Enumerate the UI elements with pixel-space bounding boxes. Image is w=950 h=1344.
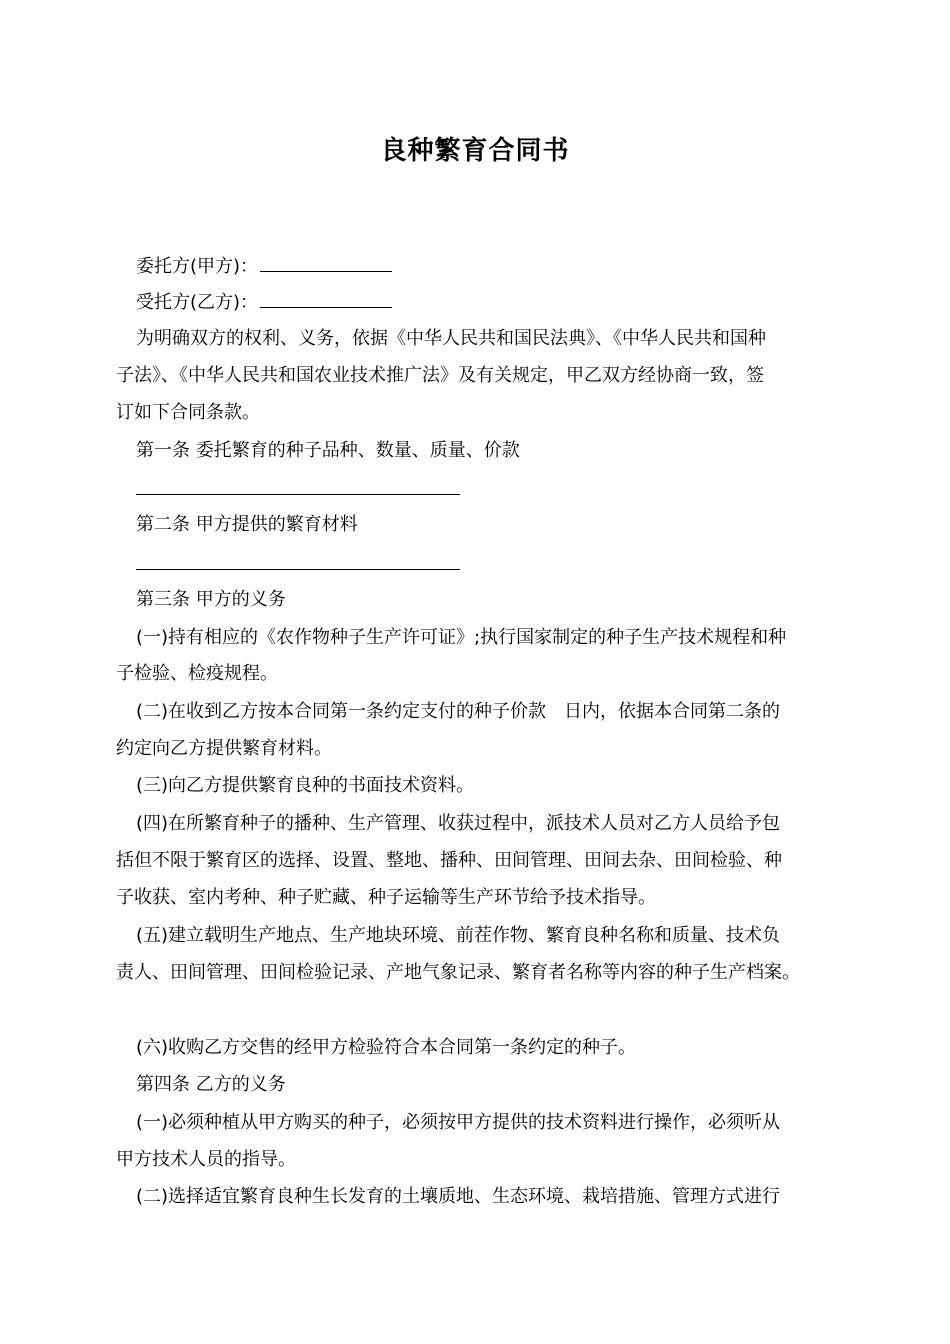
- clause-line: 括但不限于繁育区的选择、设置、整地、播种、田间管理、田间去杂、田间检验、种: [116, 850, 782, 871]
- party-b-label: 受托方(乙方)：: [136, 292, 259, 313]
- clause-line: (一)必须种植从甲方购买的种子，必须按甲方提供的技术资料进行操作，必须听从: [136, 1112, 781, 1133]
- clause-text: (二)在收到乙方按本合同第一条约定支付的种子价款: [136, 701, 547, 722]
- party-a-label: 委托方(甲方)：: [136, 256, 259, 277]
- clause-line: 责人、田间管理、田间检验记录、产地气象记录、繁育者名称等内容的种子生产档案。: [116, 962, 800, 983]
- clause-line: 子收获、室内考种、种子贮藏、种子运输等生产环节给予技术指导。: [116, 887, 656, 908]
- intro-line: 订如下合同条款。: [116, 402, 260, 423]
- article-1-heading: 第一条 委托繁育的种子品种、数量、质量、价款: [136, 440, 520, 461]
- article-3-heading: 第三条 甲方的义务: [136, 589, 286, 610]
- article-1-blank: [136, 494, 460, 495]
- intro-line: 为明确双方的权利、义务，依据《中华人民共和国民法典》、《中华人民共和国种: [136, 328, 766, 349]
- clause-line: [136, 700, 856, 724]
- clause-line: 约定向乙方提供繁育材料。: [116, 738, 332, 759]
- clause-line: (五)建立载明生产地点、生产地块环境、前茬作物、繁育良种名称和质量、技术负: [136, 925, 781, 946]
- party-a-blank: [260, 253, 392, 272]
- clause-line: (二)选择适宜繁育良种生长发育的土壤质地、生态环境、栽培措施、管理方式进行: [136, 1186, 781, 1207]
- party-b-line: [136, 289, 856, 315]
- clause-line: 甲方技术人员的指导。: [116, 1149, 296, 1170]
- party-a-line: [136, 253, 856, 279]
- clause-line: 子检验、检疫规程。: [116, 663, 278, 684]
- document-title: 良种繁育合同书: [380, 136, 570, 166]
- party-b-blank: [260, 289, 392, 308]
- clause-line: (六)收购乙方交售的经甲方检验符合本合同第一条约定的种子。: [136, 1037, 637, 1058]
- clause-line: (四)在所繁育种子的播种、生产管理、收获过程中，派技术人员对乙方人员给予包: [136, 813, 781, 834]
- article-2-heading: 第二条 甲方提供的繁育材料: [136, 514, 358, 535]
- clause-line: (一)持有相应的《农作物种子生产许可证》;执行国家制定的种子生产技术规程和种: [136, 627, 787, 648]
- clause-text: 日内，依据本合同第二条的: [564, 701, 781, 722]
- clause-line: (三)向乙方提供繁育良种的书面技术资料。: [136, 775, 475, 796]
- article-4-heading: 第四条 乙方的义务: [136, 1074, 286, 1095]
- intro-line: 子法》、《中华人民共和国农业技术推广法》及有关规定，甲乙双方经协商一致，签: [116, 365, 764, 386]
- article-2-blank: [136, 569, 460, 570]
